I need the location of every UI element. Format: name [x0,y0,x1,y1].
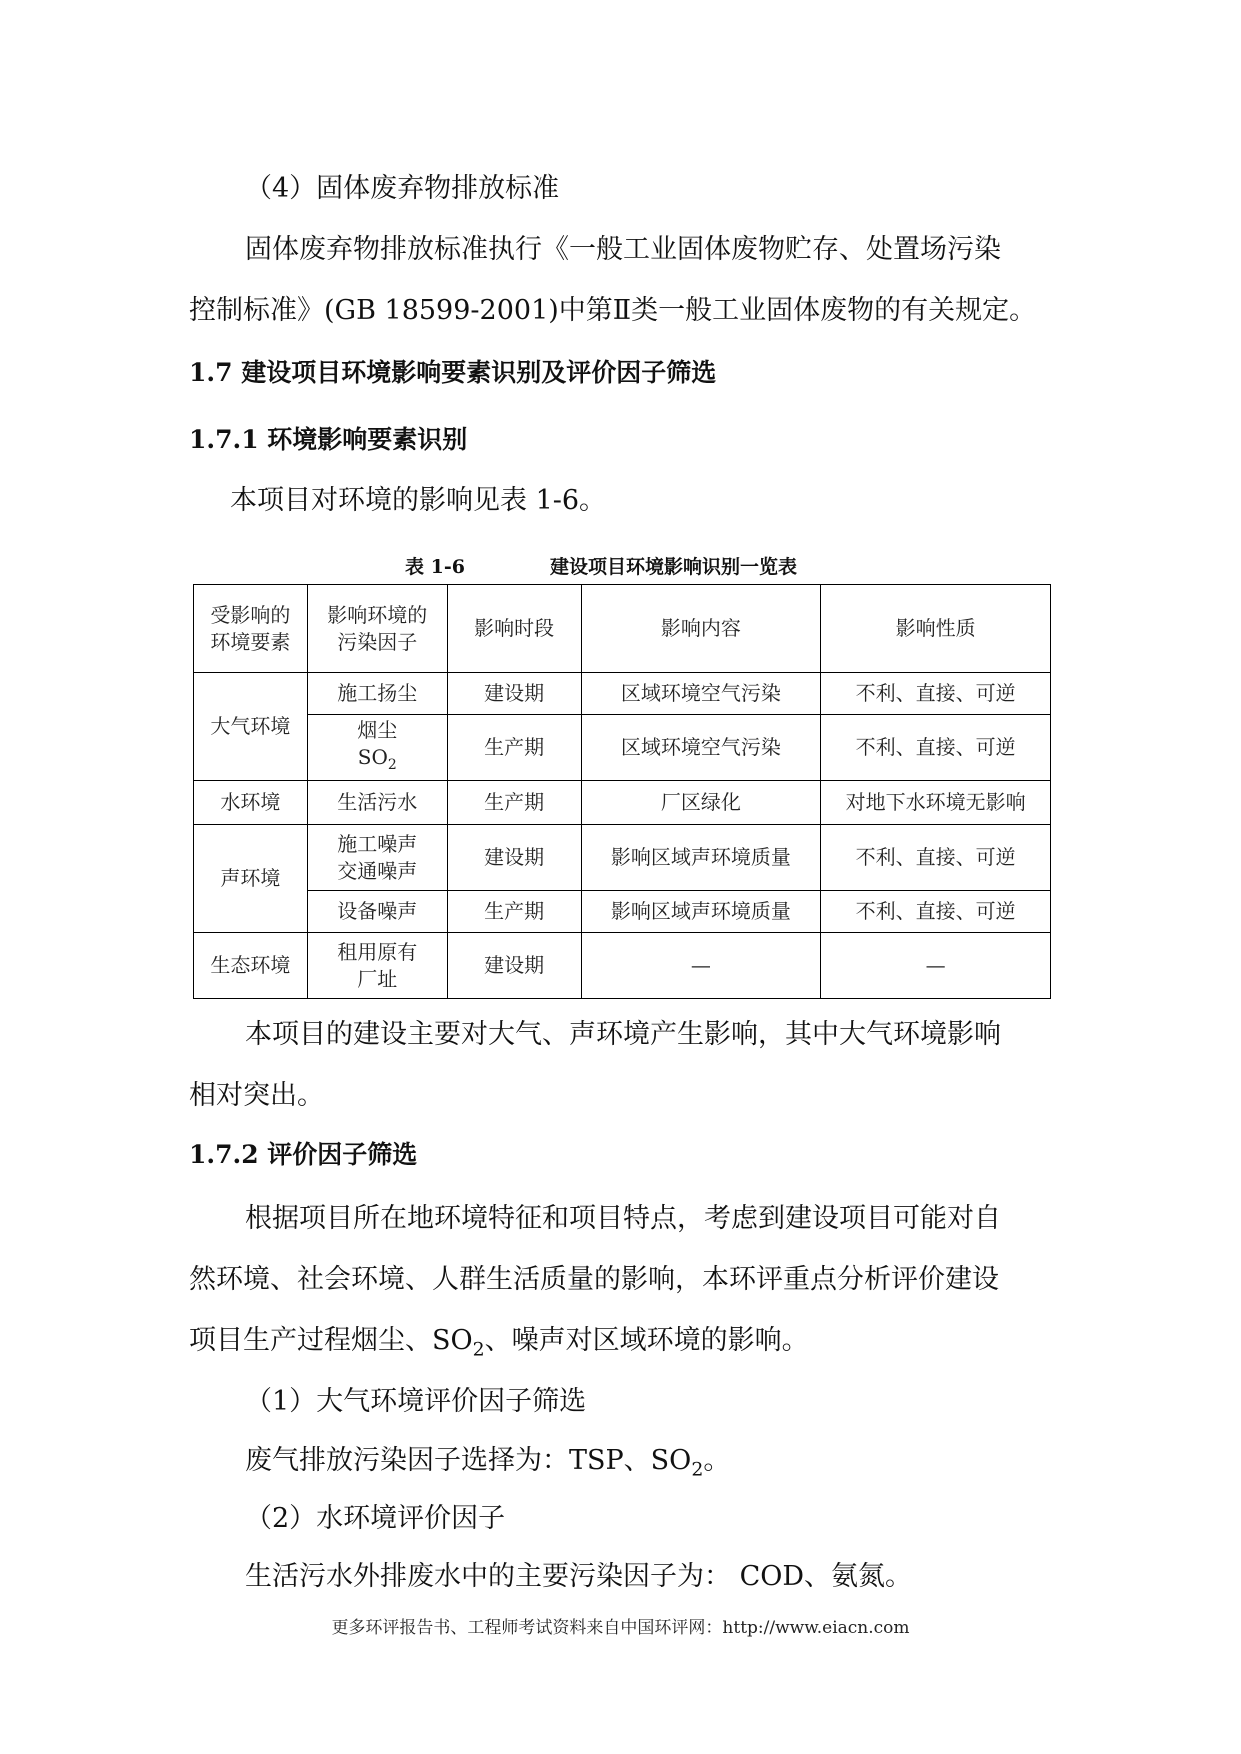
table-cell: 生产期 [447,781,581,825]
table-cell: 区域环境空气污染 [581,673,821,715]
table-cell: 水环境 [194,781,308,825]
table-row [194,715,1051,781]
paragraph: 相对突出。 [189,1080,324,1111]
table-cell: 建设期 [447,673,581,715]
section-heading: 1.7 建设项目环境影响要素识别及评价因子筛选 [189,358,717,387]
table-cell: 影响区域声环境质量 [581,825,821,891]
impact-identification-table [193,584,1051,999]
paragraph-heading-2: （2）水环境评价因子 [245,1503,506,1534]
table-cell: 生态环境 [194,933,308,999]
table-row [194,933,1051,999]
table-cell: — [581,933,821,999]
table-number: 表 1-6 [405,556,465,578]
table-cell: 区域环境空气污染 [581,715,821,781]
table-cell: 建设期 [447,933,581,999]
paragraph: 固体废弃物排放标准执行《一般工业固体废物贮存、处置场污染 [245,234,1001,265]
table-cell: 设备噪声 [307,891,447,933]
table-cell: 影响区域声环境质量 [581,891,821,933]
table-cell: 不利、直接、可逆 [821,825,1051,891]
table-cell: 不利、直接、可逆 [821,673,1051,715]
paragraph: 然环境、社会环境、人群生活质量的影响，本环评重点分析评价建设 [189,1264,999,1295]
header-cell: 影响时段 [447,585,581,673]
table-cell: 厂区绿化 [581,781,821,825]
table-cell: 不利、直接、可逆 [821,715,1051,781]
table-row [194,891,1051,933]
header-cell: 受影响的 环境要素 [194,585,308,673]
table-cell: 建设期 [447,825,581,891]
table-cell: 烟尘 $SO_2$ [307,715,447,781]
table-cell: 大气环境 [194,673,308,781]
table-cell: 施工噪声 交通噪声 [307,825,447,891]
header-cell: 影响性质 [821,585,1051,673]
header-cell: 影响环境的 污染因子 [307,585,447,673]
table-cell: 生产期 [447,891,581,933]
table-row [194,825,1051,891]
paragraph-heading-4: （4）固体废弃物排放标准 [245,173,560,204]
table-header-row [194,585,1051,673]
subsection-heading: 1.7.2 评价因子筛选 [189,1140,418,1169]
table-cell: 不利、直接、可逆 [821,891,1051,933]
subsection-heading: 1.7.1 环境影响要素识别 [189,425,468,454]
table-row [194,673,1051,715]
table-cell: 施工扬尘 [307,673,447,715]
paragraph: 控制标准》(GB 18599-2001)中第Ⅱ类一般工业固体废物的有关规定。 [189,295,1037,326]
table-cell: 生活污水 [307,781,447,825]
table-title: 建设项目环境影响识别一览表 [550,556,798,578]
table-row [194,781,1051,825]
paragraph-heading-1: （1）大气环境评价因子筛选 [245,1386,587,1417]
header-cell: 影响内容 [581,585,821,673]
paragraph: 生活污水外排废水中的主要污染因子为： COD、氨氮。 [245,1561,913,1592]
table-cell: 租用原有 厂址 [307,933,447,999]
paragraph: 项目生产过程烟尘、$SO_2$、噪声对区域环境的影响。 [189,1325,809,1361]
paragraph: 本项目对环境的影响见表 1-6。 [230,485,607,516]
table-cell: 对地下水环境无影响 [821,781,1051,825]
paragraph: 本项目的建设主要对大气、声环境产生影响，其中大气环境影响 [245,1019,1001,1050]
paragraph: 根据项目所在地环境特征和项目特点，考虑到建设项目可能对自 [245,1203,1001,1234]
table-cell: 生产期 [447,715,581,781]
paragraph: 废气排放污染因子选择为：TSP、$SO_2$。 [245,1445,731,1481]
table-cell: 声环境 [194,825,308,933]
table-cell: — [821,933,1051,999]
page-footer: 更多环评报告书、工程师考试资料来自中国环评网：http://www.eiacn.com [331,1618,910,1638]
